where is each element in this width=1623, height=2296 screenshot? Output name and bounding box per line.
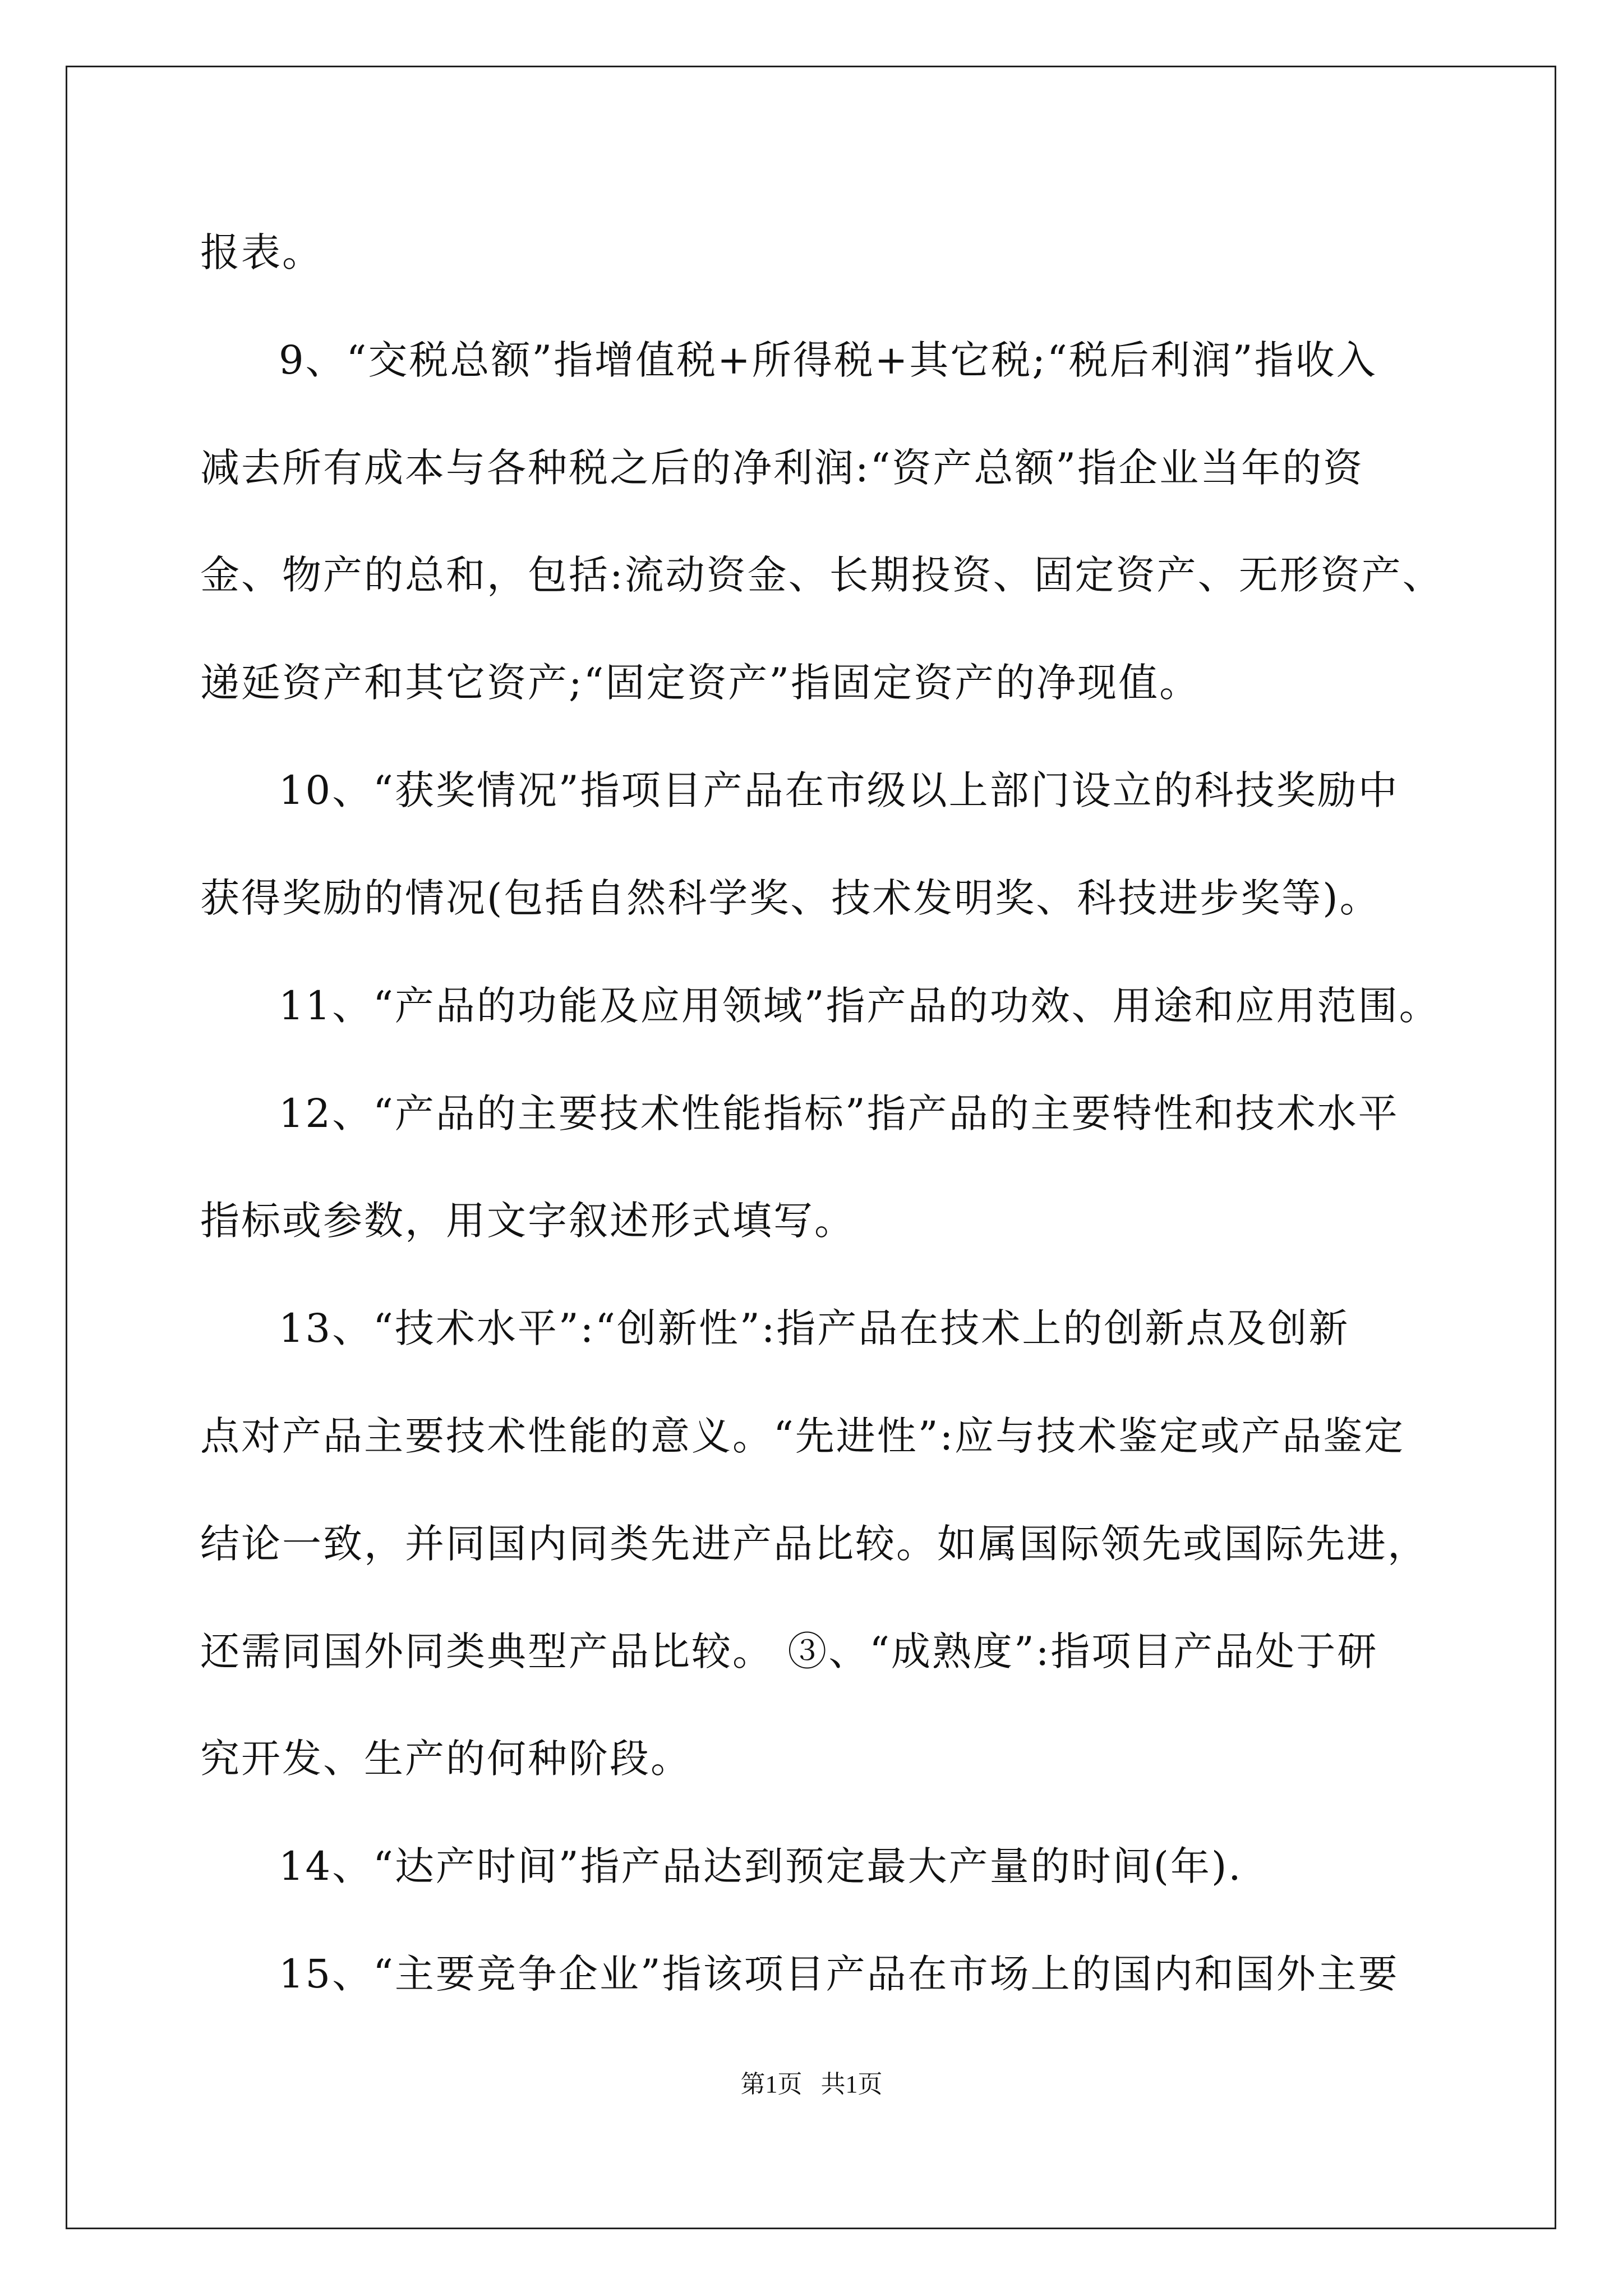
- text-line: 指标或参数，用文字叙述形式填写。: [200, 1198, 855, 1244]
- text-line: 9、“交税总额”指增值税+所得税+其它税;“税后利润”指收入: [279, 337, 1377, 383]
- text-line: 究开发、生产的何种阶段。: [200, 1736, 691, 1782]
- text-line: 12、“产品的主要技术性能指标”指产品的主要特性和技术水平: [279, 1091, 1399, 1137]
- text-line: 结论一致，并同国内同类先进产品比较。如属国际领先或国际先进，: [200, 1521, 1428, 1567]
- text-line: 14、“达产时间”指产品达到预定最大产量的时间(年).: [279, 1843, 1243, 1889]
- text-line: 金、物产的总和，包括:流动资金、长期投资、固定资产、无形资产、: [200, 552, 1444, 598]
- text-line: 点对产品主要技术性能的意义。“先进性”:应与技术鉴定或产品鉴定: [200, 1413, 1405, 1459]
- page-number-footer: 第1页 共1页: [740, 2070, 883, 2098]
- text-line: 13、“技术水平”:“创新性”:指产品在技术上的创新点及创新: [279, 1305, 1350, 1351]
- text-line: 10、“获奖情况”指项目产品在市级以上部门设立的科技奖励中: [279, 767, 1399, 813]
- text-line: 还需同国外同类典型产品比较。 ③、“成熟度”:指项目产品处于研: [200, 1628, 1378, 1674]
- text-line: 获得奖励的情况(包括自然科学奖、技术发明奖、科技进步奖等)。: [200, 875, 1381, 921]
- text-line: 报表。: [200, 229, 323, 275]
- page-border: [66, 66, 1556, 2229]
- text-line: 11、“产品的功能及应用领域”指产品的功效、用途和应用范围。: [279, 983, 1440, 1029]
- text-line: 递延资产和其它资产;“固定资产”指固定资产的净现值。: [200, 660, 1201, 706]
- text-line: 15、“主要竞争企业”指该项目产品在市场上的国内和国外主要: [279, 1951, 1399, 1997]
- text-line: 减去所有成本与各种税之后的净利润:“资产总额”指企业当年的资: [200, 445, 1364, 491]
